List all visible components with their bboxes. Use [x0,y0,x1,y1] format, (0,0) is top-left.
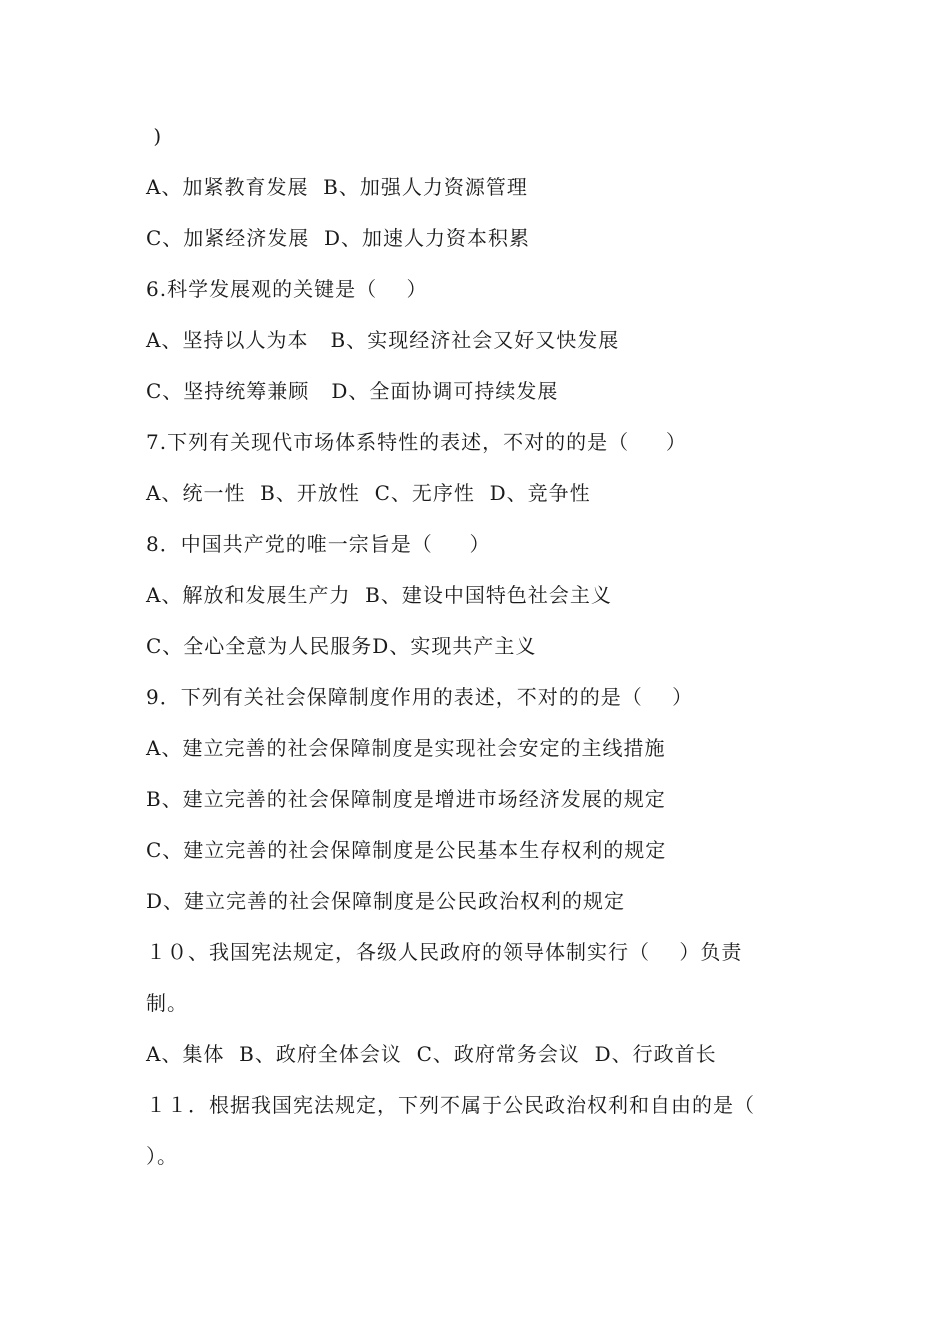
question-7-options: A、统一性 B、开放性 C、无序性 D、竞争性 [146,481,591,505]
question-6-options-cd: C、坚持统筹兼顾 D、全面协调可持续发展 [146,379,559,403]
question-5-options-ab: A、加紧教育发展 B、加强人力资源管理 [146,175,528,199]
question-9-stem: 9．下列有关社会保障制度作用的表述，不对的的是（ ） [146,685,694,709]
question-7-stem: 7.下列有关现代市场体系特性的表述，不对的的是（ ） [146,430,687,454]
question-5-options-cd: C、加紧经济发展 D、加速人力资本积累 [146,226,531,250]
question-5-closing-paren: ) [146,124,163,148]
question-11-stem-continued: ）。 [146,1144,178,1168]
question-10-stem: １０、我国宪法规定，各级人民政府的领导体制实行（ ）负责 [146,940,743,964]
question-6-options-ab: A、坚持以人为本 B、实现经济社会又好又快发展 [146,328,620,352]
question-8-options-ab: A、解放和发展生产力 B、建设中国特色社会主义 [146,583,612,607]
question-11-stem: １１．根据我国宪法规定，下列不属于公民政治权利和自由的是（ [146,1093,755,1117]
question-9-option-b: B、建立完善的社会保障制度是增进市场经济发展的规定 [146,787,666,811]
question-8-options-cd: C、全心全意为人民服务D、实现共产主义 [146,634,537,658]
question-10-stem-continued: 制。 [146,991,188,1015]
question-6-stem: 6.科学发展观的关键是（ ） [146,277,428,301]
question-8-stem: 8．中国共产党的唯一宗旨是（ ） [146,532,491,556]
question-9-option-d: D、建立完善的社会保障制度是公民政治权利的规定 [146,889,626,913]
question-9-option-a: A、建立完善的社会保障制度是实现社会安定的主线措施 [146,736,666,760]
question-10-options: A、集体 B、政府全体会议 C、政府常务会议 D、行政首长 [146,1042,717,1066]
question-9-option-c: C、建立完善的社会保障制度是公民基本生存权利的规定 [146,838,667,862]
